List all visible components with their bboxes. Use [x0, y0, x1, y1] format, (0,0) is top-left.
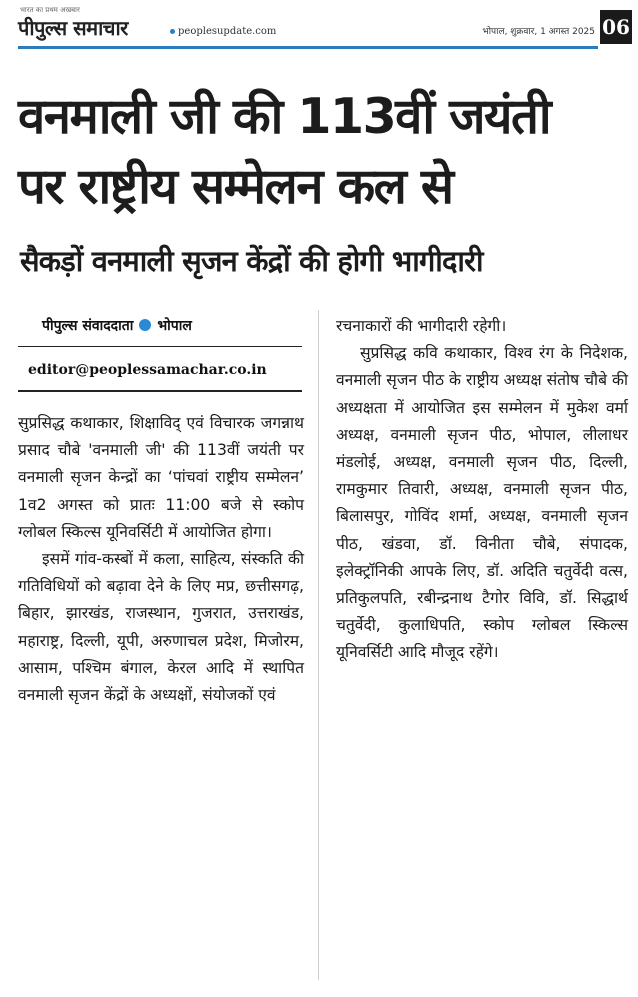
editor-email[interactable]: editor@peoplessamachar.co.in	[28, 362, 267, 378]
article-column-2	[336, 313, 628, 667]
column-divider	[318, 310, 319, 980]
email-rule	[18, 390, 302, 392]
subheadline: सैकड़ों वनमाली सृजन केंद्रों की होगी भागीदारी	[20, 244, 483, 278]
article-column-1	[18, 410, 304, 709]
newspaper-logo: पीपुल्स समाचार	[18, 16, 128, 40]
headline	[18, 82, 628, 222]
paragraph-2-continued: रचनाकारों की भागीदारी रहेगी।	[336, 317, 507, 335]
paragraph-1: सुप्रसिद्ध कथाकार, शिक्षाविद् एवं विचारक जगन्नाथ प्रसाद चौबे 'वनमाली जी' की 113वीं जयंती पर वनमाली सृजन केन्द्रों का ‘पांचवां राष्ट्रीय सम्मेलन’ 1व2 अगस्त को प्रातः 11:00 बजे से स्कोप ग्लोबल स्किल्स यूनिवर्सिटी में आयोजित होगा।	[18, 414, 304, 541]
dateline: भोपाल, शुक्रवार, 1 अगस्त 2025	[482, 27, 595, 37]
masthead-tagline: भारत का प्रथम अखबार	[20, 6, 80, 14]
bullet-icon	[139, 319, 151, 331]
paragraph-2: इसमें गांव-कस्बों में कला, साहित्य, संस्कति की गतिविधियों को बढ़ावा देने के लिए मप्र, छत्तीसगढ़, बिहार, झारखंड, राजस्थान, गुजरात, उत्तराखंड, महाराष्ट्र, दिल्ली, यूपी, अरुणाचल प्रदेश, मिजोरम, आसाम, पश्चिम बंगाल, केरल आदि में स्थापित वनमाली सृजन केंद्रों के अध्यक्षों, संयोजकों एवं	[18, 550, 304, 705]
globe-icon	[170, 29, 175, 34]
website-text: peoplesupdate.com	[178, 26, 277, 37]
paragraph-3: सुप्रसिद्ध कवि कथाकार, विश्व रंग के निदेशक, वनमाली सृजन पीठ के राष्ट्रीय अध्यक्ष संतोष चौबे की अध्यक्षता में आयोजित इस सम्मेलन में मुकेश वर्मा अध्यक्ष, वनमाली सृजन पीठ, भोपाल, लीलाधर मंडलोई, अध्यक्ष, वनमाली सृजन पीठ, दिल्ली, रामकुमार तिवारी, अध्यक्ष, वनमाली सृजन पीठ, बिलासपुर, गोविंद शर्मा, अध्यक्ष, वनमाली सृजन पीठ, खंडवा, डॉ. विनीता चौबे, संपादक, इलेक्ट्रॉनिकी आपके लिए, डॉ. अदिति चतुर्वेदी वत्स, प्रतिकुलपति, रबीन्द्रनाथ टैगोर विवि, डॉ. सिद्धार्थ चतुर्वेदी, कुलाधिपति, स्कोप ग्लोबल स्किल्स यूनिवर्सिटी आदि मौजूद रहेंगे।	[336, 344, 628, 662]
byline-reporter: पीपुल्स संवाददाता	[42, 318, 134, 334]
byline	[42, 316, 192, 335]
byline-rule	[18, 346, 302, 347]
headline-line-1: वनमाली जी की 113वीं जयंती	[18, 88, 551, 145]
page-number: 06	[600, 10, 632, 44]
byline-location: भोपाल	[157, 318, 192, 334]
website-link[interactable]	[170, 26, 276, 37]
headline-line-2: पर राष्ट्रीय सम्मेलन कल से	[18, 158, 453, 215]
masthead	[0, 0, 638, 48]
masthead-rule	[18, 46, 598, 49]
